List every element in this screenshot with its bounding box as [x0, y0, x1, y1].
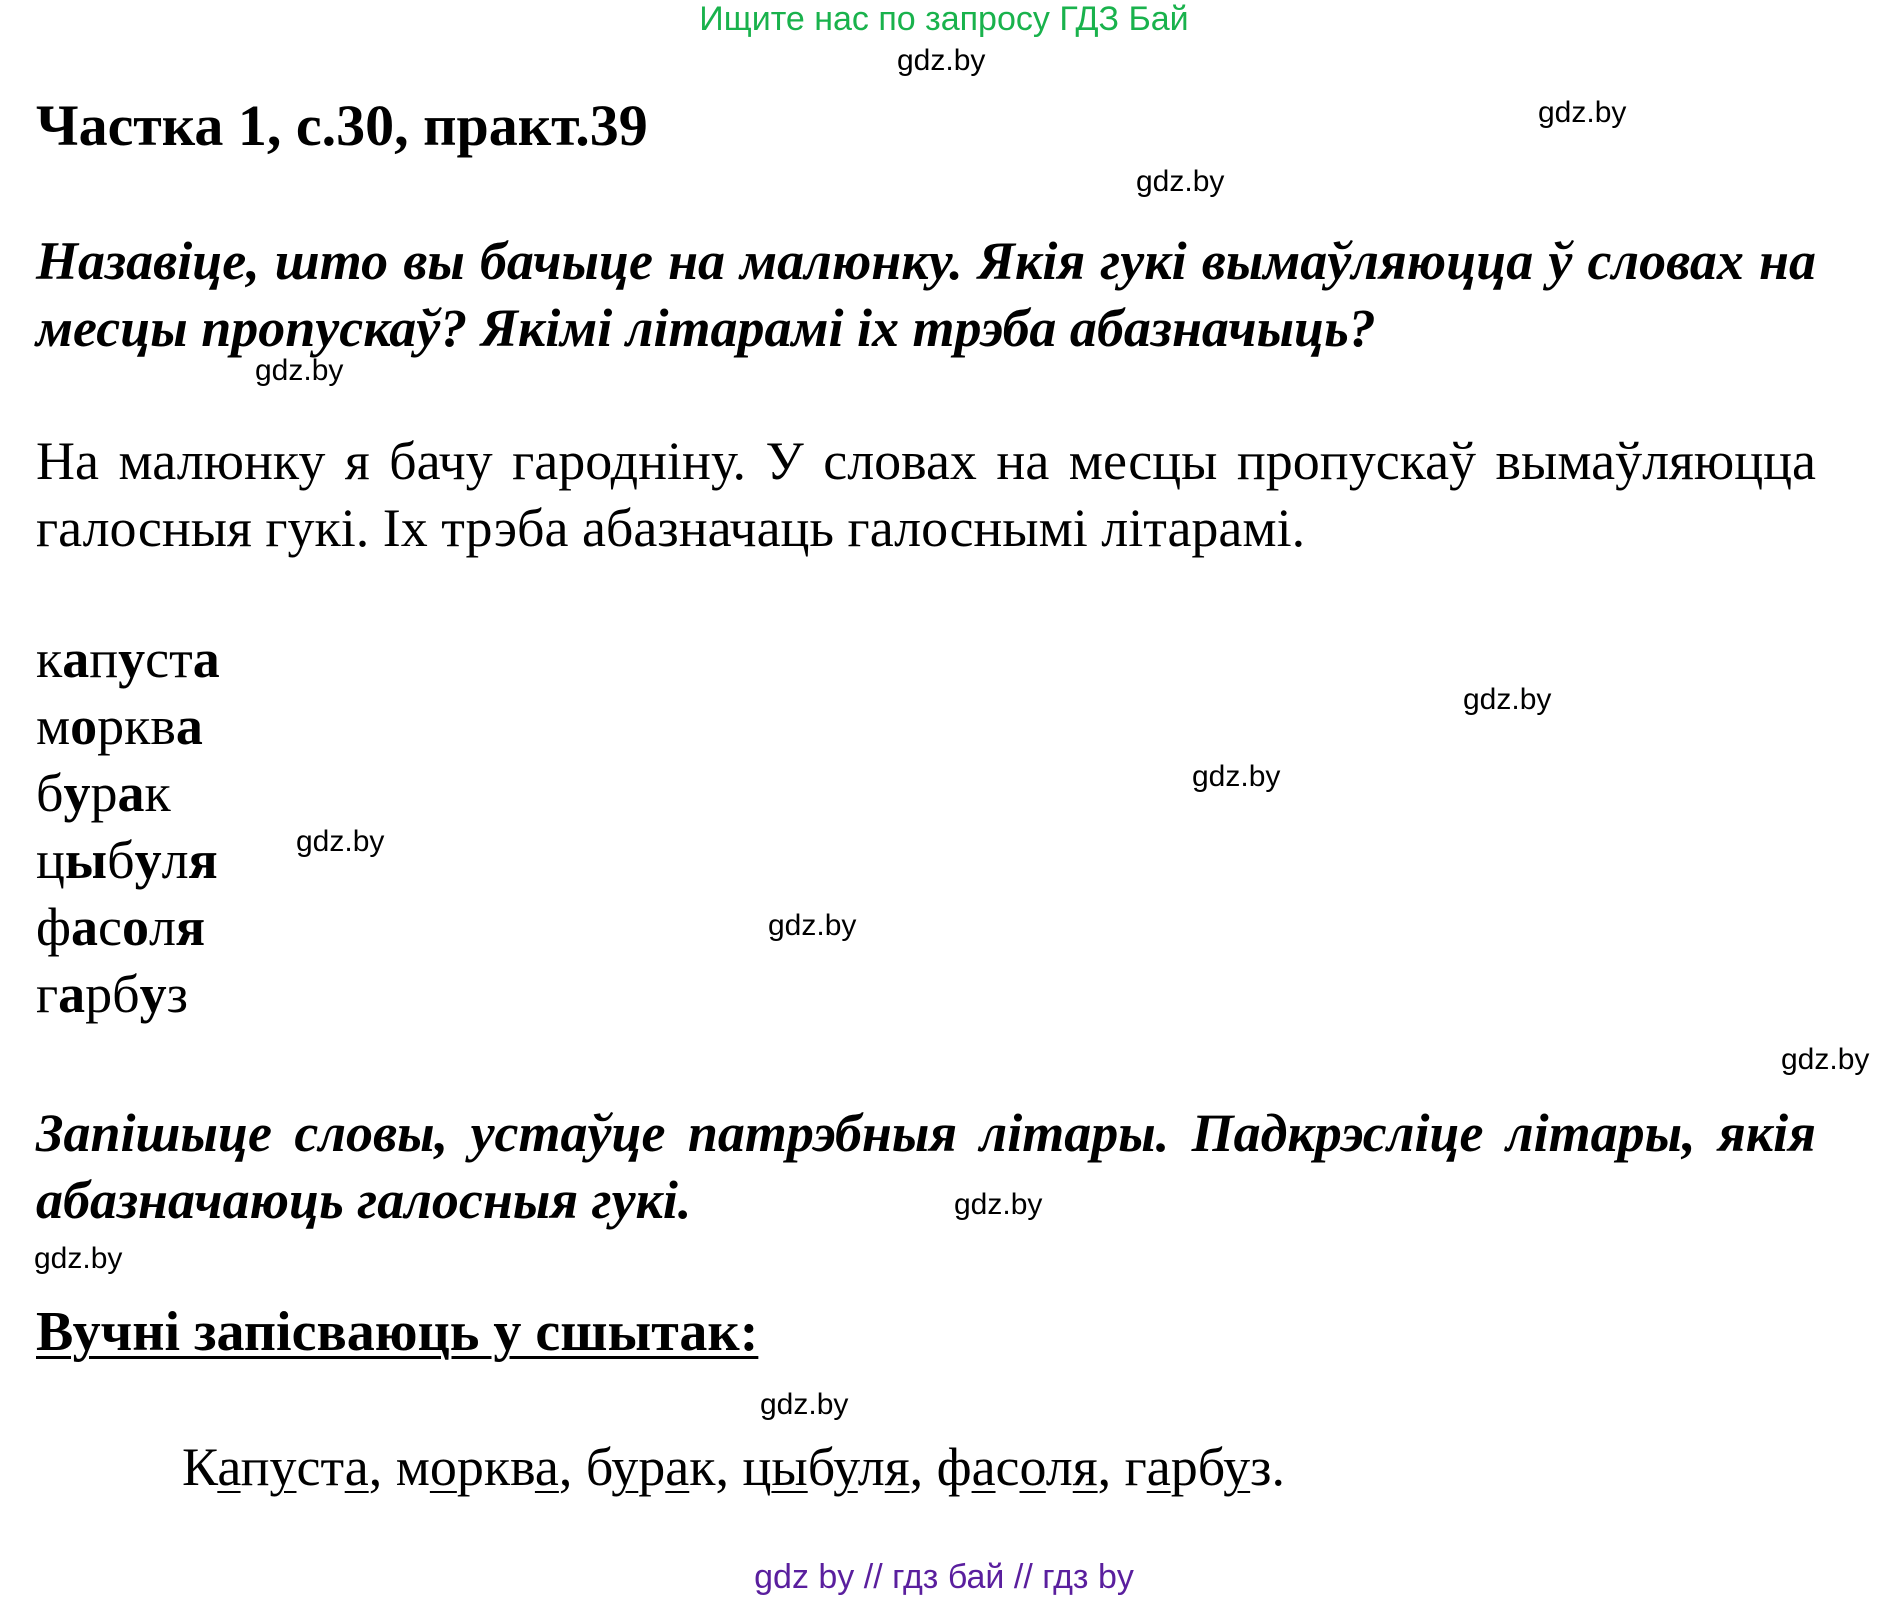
word-consonants: с — [98, 897, 122, 957]
word-vowel: а — [62, 629, 90, 689]
watermark: gdz.by — [1781, 1043, 1870, 1076]
notebook-text: р — [638, 1437, 666, 1497]
notebook-text: л — [857, 1437, 885, 1497]
word-vowel: ы — [64, 830, 108, 890]
notebook-text: б — [807, 1437, 834, 1497]
watermark: gdz.by — [1192, 760, 1281, 793]
notebook-text: з. — [1250, 1437, 1285, 1497]
underlined-vowel: а — [534, 1437, 559, 1497]
underlined-vowel: у — [269, 1437, 297, 1497]
watermark: gdz.by — [255, 354, 344, 387]
watermark: gdz.by — [897, 44, 986, 77]
notebook-text: , г — [1097, 1437, 1147, 1497]
underlined-vowel: у — [611, 1437, 639, 1497]
notebook-text: в — [510, 1437, 535, 1497]
word-consonants: м — [36, 696, 71, 756]
word-consonants: ц — [36, 830, 65, 890]
word-item — [36, 827, 220, 894]
notebook-text: п — [240, 1437, 270, 1497]
word-item — [36, 961, 220, 1028]
word-vowel: а — [175, 696, 203, 756]
notebook-text: , ц — [715, 1437, 772, 1497]
word-consonants: ст — [145, 629, 193, 689]
watermark: gdz.by — [768, 909, 857, 942]
word-item — [36, 760, 220, 827]
word-consonants: к — [36, 629, 63, 689]
underlined-vowel: а — [971, 1437, 996, 1497]
underlined-vowel: о — [1019, 1437, 1046, 1497]
task-question-1: Назавіце, што вы бачыце на малюнку. Якія гукі вымаўляюцца ў словах на месцы пропускаў? Якімі літарамі іх трэба абазначыць? — [36, 231, 1816, 358]
notebook-title: Вучні запісваюць у сшытак: — [36, 1301, 759, 1363]
underlined-vowel: о — [429, 1437, 457, 1497]
word-consonants: з — [166, 964, 188, 1024]
word-vowel: а — [117, 763, 145, 823]
word-vowel: а — [58, 964, 86, 1024]
notebook-text: рб — [1170, 1437, 1224, 1497]
word-consonants: г — [36, 964, 59, 1024]
underlined-vowel: ы — [771, 1437, 808, 1497]
word-consonants: б — [107, 830, 135, 890]
word-vowel: а — [192, 629, 220, 689]
word-item — [36, 693, 220, 760]
watermark: gdz.by — [1463, 683, 1552, 716]
word-item — [36, 626, 220, 693]
notebook-text: с — [995, 1437, 1020, 1497]
notebook-text: , ф — [909, 1437, 972, 1497]
word-vowel: у — [118, 629, 146, 689]
answer-paragraph: На малюнку я бачу гародніну. У словах на месцы пропускаў вымаўляюцца галосныя гукі. Іх трэба абазначаць галоснымі літарамі. — [36, 431, 1816, 558]
underlined-vowel: а — [217, 1437, 241, 1497]
word-vowel: а — [71, 897, 98, 957]
word-vowel: у — [134, 830, 162, 890]
watermark: gdz.by — [1538, 96, 1627, 129]
word-consonants: к — [144, 763, 171, 823]
watermark: gdz.by — [1136, 165, 1225, 198]
top-banner[interactable]: Ищите нас по запросу ГДЗ Бай — [699, 0, 1189, 38]
underlined-vowel: а — [344, 1437, 369, 1497]
watermark: gdz.by — [296, 825, 385, 858]
word-vowel: о — [121, 897, 149, 957]
word-consonants: рб — [85, 964, 140, 1024]
word-consonants: л — [148, 897, 176, 957]
word-consonants: р — [90, 763, 118, 823]
word-vowel: о — [70, 696, 98, 756]
word-consonants: п — [89, 629, 119, 689]
watermark: gdz.by — [954, 1188, 1043, 1221]
notebook-text: , м — [368, 1437, 430, 1497]
notebook-answer-line — [182, 1436, 1285, 1498]
word-consonants: б — [36, 763, 64, 823]
word-vowel: у — [139, 964, 167, 1024]
underlined-vowel: я — [884, 1437, 910, 1497]
notebook-text: , б — [558, 1437, 612, 1497]
word-item — [36, 894, 220, 961]
word-vowel: я — [188, 830, 218, 890]
watermark: gdz.by — [34, 1242, 123, 1275]
notebook-text: к — [689, 1437, 716, 1497]
underlined-vowel: я — [1072, 1437, 1098, 1497]
task-question-2: Запішыце словы, устаўце патрэбныя літары. Падкрэсліце літары, якія абазначаюць галосныя гукі. — [36, 1103, 1816, 1230]
watermark: gdz.by — [760, 1388, 849, 1421]
notebook-text: л — [1045, 1437, 1073, 1497]
notebook-text: ст — [296, 1437, 345, 1497]
footer-links[interactable]: gdz by // гдз бай // гдз by — [754, 1558, 1134, 1596]
notebook-text: рк — [456, 1437, 511, 1497]
underlined-vowel: а — [1146, 1437, 1171, 1497]
notebook-text: К — [182, 1437, 218, 1497]
word-consonants: ф — [36, 897, 71, 957]
underlined-vowel: у — [833, 1437, 858, 1497]
underlined-vowel: а — [665, 1437, 690, 1497]
word-consonants: рк — [97, 696, 151, 756]
word-consonants: в — [150, 696, 176, 756]
underlined-vowel: у — [1223, 1437, 1251, 1497]
word-vowel: у — [63, 763, 91, 823]
word-vowel: я — [175, 897, 206, 957]
word-consonants: л — [161, 830, 189, 890]
page-heading: Частка 1, с.30, практ.39 — [36, 93, 648, 158]
vegetable-word-list — [36, 626, 220, 1028]
